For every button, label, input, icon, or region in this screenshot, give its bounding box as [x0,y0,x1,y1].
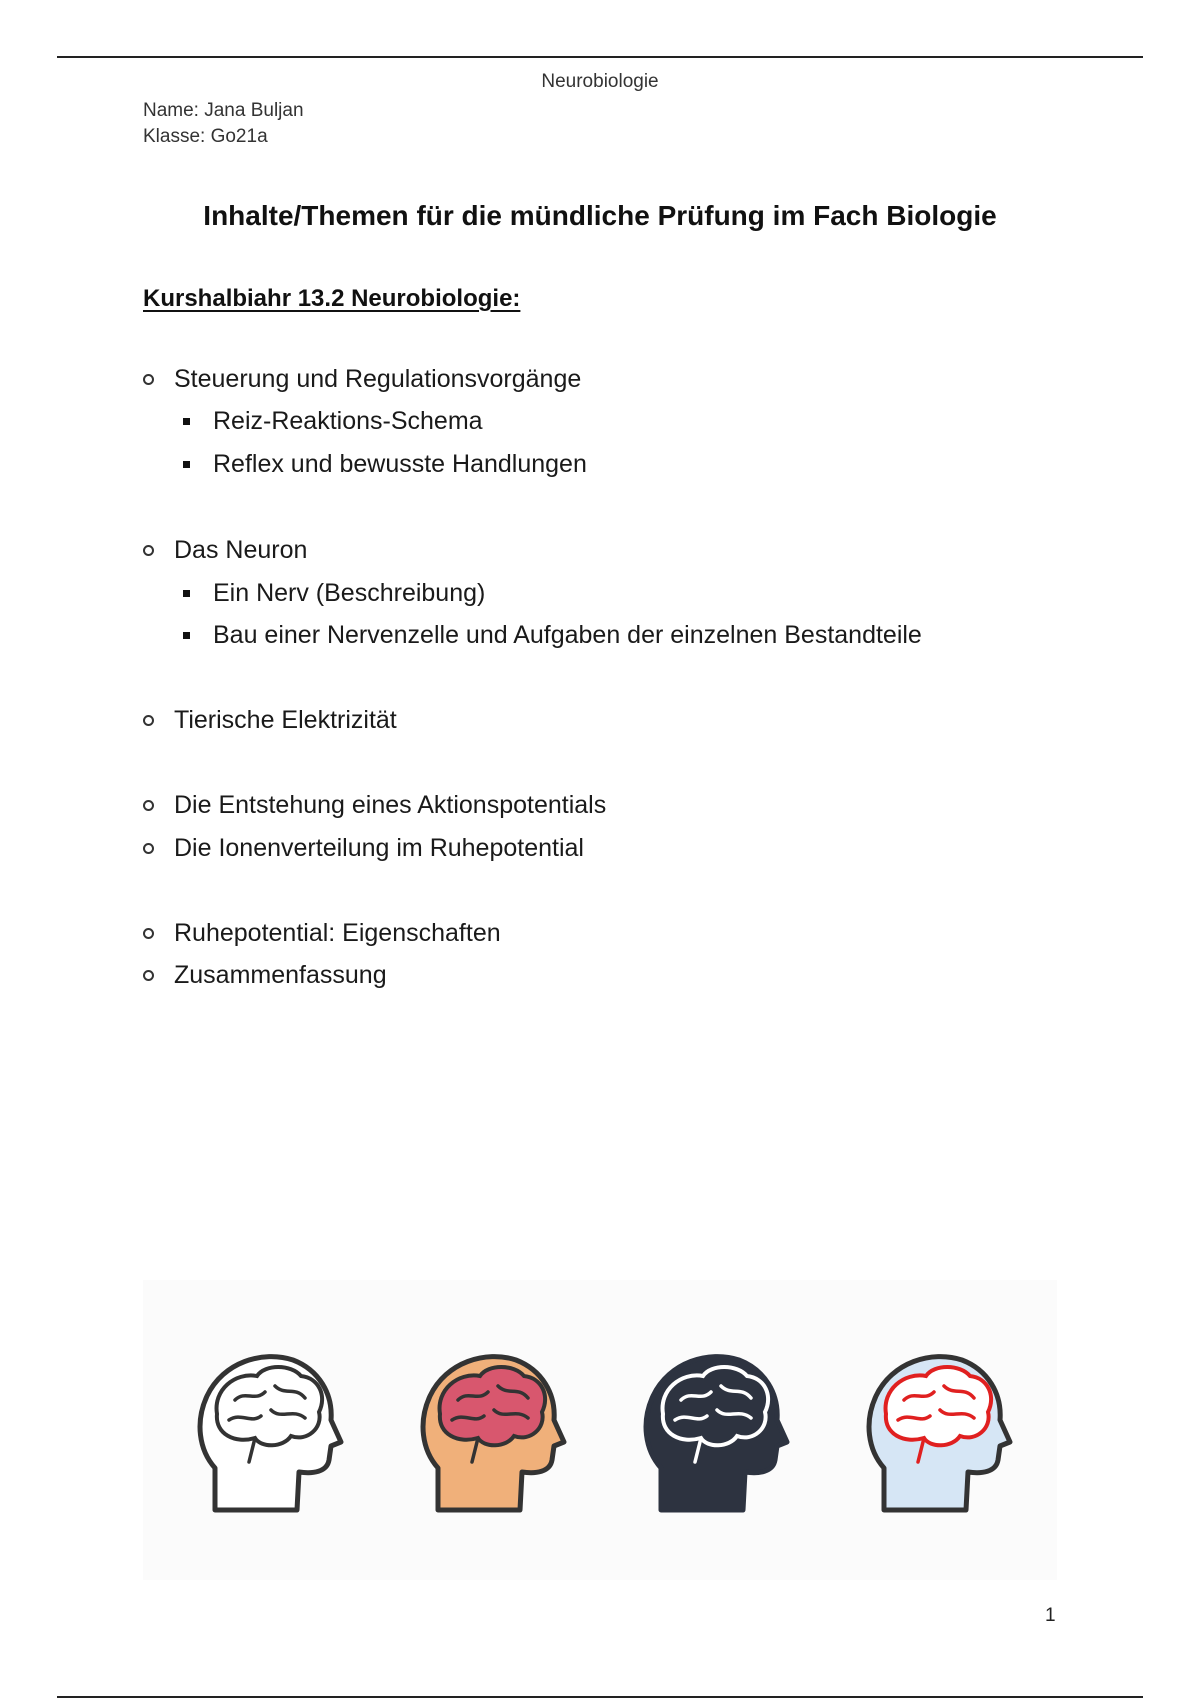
topic-label: Ruhepotential: Eigenschaften [174,919,501,947]
topic-label: Zusammenfassung [174,961,387,989]
topic-label: Die Ionenverteilung im Ruhepotential [174,834,584,862]
square-bullet-icon [183,461,190,468]
brain-head-blue-icon [864,1350,1014,1515]
hollow-bullet-icon [143,970,154,981]
brain-head-orange-icon [418,1350,568,1515]
hollow-bullet-icon [143,545,154,556]
top-rule [57,56,1143,58]
subtopic-label: Bau einer Nervenzelle und Aufgaben der einzelnen Bestandteile [213,621,922,649]
bottom-rule [57,1696,1143,1698]
hollow-bullet-icon [143,374,154,385]
topic-item [143,536,307,565]
topic-item [143,365,581,394]
square-bullet-icon [183,590,190,597]
running-header: Neurobiologie [541,71,659,92]
topic-item [143,706,397,735]
square-bullet-icon [183,418,190,425]
section-heading: Kurshalbiahr 13.2 Neurobiologie: [143,285,521,312]
square-bullet-icon [183,632,190,639]
subtopic-label: Reflex und bewusste Handlungen [213,450,587,478]
brain-head-dark-icon [641,1350,791,1515]
document-title: Inhalte/Themen für die mündliche Prüfung im Fach Biologie [203,200,997,231]
subtopic-label: Reiz-Reaktions-Schema [213,407,483,435]
hollow-bullet-icon [143,843,154,854]
topic-item [143,834,584,863]
page-number: 1 [1045,1605,1056,1626]
topic-item [143,961,387,990]
topic-label: Die Entstehung eines Aktionspotentials [174,791,607,819]
topic-label: Tierische Elektrizität [174,706,397,734]
hollow-bullet-icon [143,715,154,726]
topic-item [143,919,501,948]
topic-label: Das Neuron [174,536,308,564]
subtopic-item [183,621,922,650]
topic-label: Steuerung und Regulationsvorgänge [174,365,582,393]
subtopic-label: Ein Nerv (Beschreibung) [213,579,486,607]
topic-item [143,791,606,820]
hollow-bullet-icon [143,928,154,939]
student-name: Name: Jana Buljan [143,100,304,121]
student-class: Klasse: Go21a [143,126,268,147]
brain-head-outline-icon [195,1350,345,1515]
subtopic-item [183,407,483,436]
subtopic-item [183,450,587,479]
hollow-bullet-icon [143,800,154,811]
subtopic-item [183,579,485,608]
